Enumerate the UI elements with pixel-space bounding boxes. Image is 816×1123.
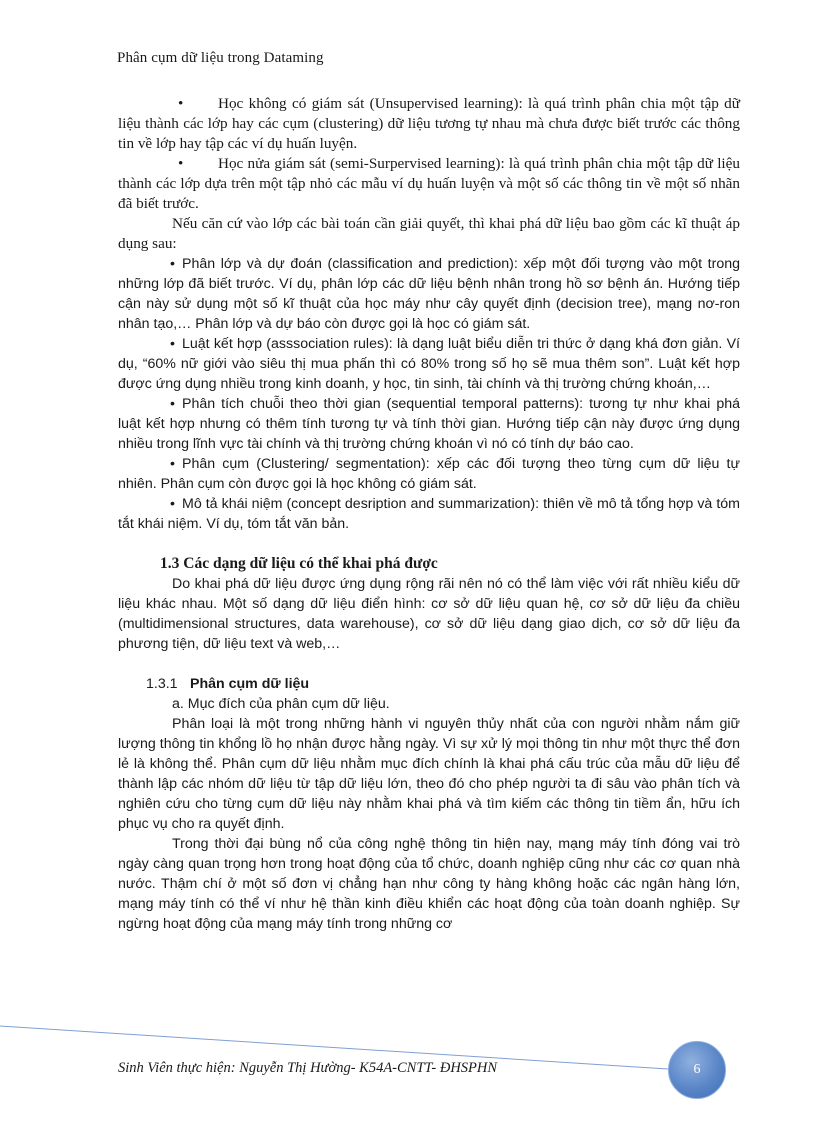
- section-paragraph: Do khai phá dữ liệu được ứng dụng rộng rãi nên nó có thể làm việc với rất nhiều kiểu dữ liệu khác nhau. Một số dạng dữ liệu điển hình: cơ sở dữ liệu quan hệ, cơ sở dữ liệu đa chiều (multidimensional structures, data warehouse), cơ sở dữ liệu dạng giao dịch, cơ sở dữ liệu đa phương tiện, dữ liệu text và web,…: [118, 576, 740, 652]
- bullet-paragraph: [118, 154, 740, 214]
- list-item-text: Luật kết hợp (asssociation rules): là dạng luật biểu diễn tri thức ở dạng khá đơn giản. Ví dụ, “60% nữ giới vào siêu thị mua phấn thì có 80% trong số họ sẽ mua thêm son”. Luật kết hợp được ứng dụng nhiều trong kinh doanh, y học, tin sinh, tài chính và thị trường chứng khoán,…: [118, 336, 740, 392]
- bullet-dot: •: [170, 456, 175, 472]
- bullet-dot: •: [170, 336, 175, 352]
- subsection-paragraph: Phân loại là một trong những hành vi nguyên thủy nhất của con người nhằm nắm giữ lượng thông tin khổng lồ họ nhận được hằng ngày. Vì sự xử lý mọi thông tin như một thực thể đơn lẻ là không thể. Phân cụm dữ liệu nhằm mục đích chính là khai phá cấu trúc của mẫu dữ liệu để thành lập các nhóm dữ liệu từ tập dữ liệu lớn, theo đó cho phép người ta đi sâu vào phân tích và nghiên cứu cho từng cụm dữ liệu này nhằm khai phá và tìm kiếm các thông tin tiềm ẩn, hữu ích phục vụ cho ra quyết định.: [118, 716, 740, 832]
- subsection-heading: [118, 674, 740, 694]
- footer-author: Sinh Viên thực hiện: Nguyễn Thị Hường- K54A-CNTT- ĐHSPHN: [118, 1060, 498, 1076]
- list-item: [118, 334, 740, 394]
- paragraph-text: Học nửa giám sát (semi-Surpervised learning): là quá trình phân chia một tập dữ liệu thành các lớp dựa trên một tập nhỏ các mẫu ví dụ huấn luyện và một số các thông tin về một số nhãn đã biết trước.: [118, 155, 740, 212]
- technique-list: [118, 254, 740, 934]
- list-item-text: Phân tích chuỗi theo thời gian (sequential temporal patterns): tương tự như khai phá luật kết hợp nhưng có thêm tính tương tự và tính thời gian. Hướng tiếp cận này được ứng dụng nhiều trong lĩnh vực tài chính và thị trường chứng khoán vì nó có tính dự báo cao.: [118, 396, 740, 452]
- list-item: [118, 494, 740, 534]
- bullet-dot: •: [178, 95, 184, 112]
- subsection-title: Phân cụm dữ liệu: [190, 676, 310, 692]
- paragraph-text: Học không có giám sát (Unsupervised learning): là quá trình phân chia một tập dữ liệu thành các lớp hay các cụm (clustering) dữ liệu tương tự nhau mà chưa được biết trước các thông tin về lớp hay tập các ví dụ huấn luyện.: [118, 95, 740, 152]
- bullet-paragraph: [118, 94, 740, 154]
- bullet-dot: •: [178, 155, 184, 172]
- bullet-dot: •: [170, 256, 175, 272]
- list-item: [118, 394, 740, 454]
- document-body: [118, 94, 740, 934]
- bullet-dot: •: [170, 396, 175, 412]
- list-item-text: Phân lớp và dự đoán (classification and prediction): xếp một đối tượng vào một trong những lớp đã biết trước. Ví dụ, phân lớp các dữ liệu bệnh nhân trong hồ sơ bệnh án. Hướng tiếp cận này sử dụng một số kĩ thuật của học máy như cây quyết định (decision tree), mạng nơ-ron nhân tạo,… Phân lớp và dự báo còn được gọi là học có giám sát.: [118, 256, 740, 332]
- page-number-badge: 6: [668, 1041, 726, 1099]
- page-header: Phân cụm dữ liệu trong Dataming: [117, 50, 324, 66]
- list-item: [118, 254, 740, 334]
- list-item: [118, 454, 740, 494]
- section-heading: 1.3 Các dạng dữ liệu có thể khai phá được: [160, 555, 438, 572]
- subsection-number: 1.3.1: [146, 676, 178, 692]
- subsection-paragraph: Trong thời đại bùng nổ của công nghệ thông tin hiện nay, mạng máy tính đóng vai trò ngày càng quan trọng hơn trong hoạt động của tổ chức, doanh nghiệp cũng như các cơ quan nhà nước. Thậm chí ở một số đơn vị chẳng hạn như công ty hàng không hoặc các ngân hàng lớn, mạng máy tính có thể ví như hệ thần kinh điều khiển các hoạt động của toàn doanh nghiệp. Sự ngừng hoạt động của mạng máy tính trong những cơ: [118, 836, 740, 932]
- subsection-subtitle: a. Mục đích của phân cụm dữ liệu.: [172, 696, 390, 712]
- paragraph: Nếu căn cứ vào lớp các bài toán cần giải quyết, thì khai phá dữ liệu bao gồm các kĩ thuật áp dụng sau:: [118, 215, 740, 252]
- list-item-text: Mô tả khái niệm (concept desription and summarization): thiên về mô tả tổng hợp và tóm tắt khái niệm. Ví dụ, tóm tắt văn bản.: [118, 496, 740, 532]
- list-item-text: Phân cụm (Clustering/ segmentation): xếp các đối tượng theo từng cụm dữ liệu tự nhiên. Phân cụm còn được gọi là học không có giám sát.: [118, 456, 740, 492]
- bullet-dot: •: [170, 496, 175, 512]
